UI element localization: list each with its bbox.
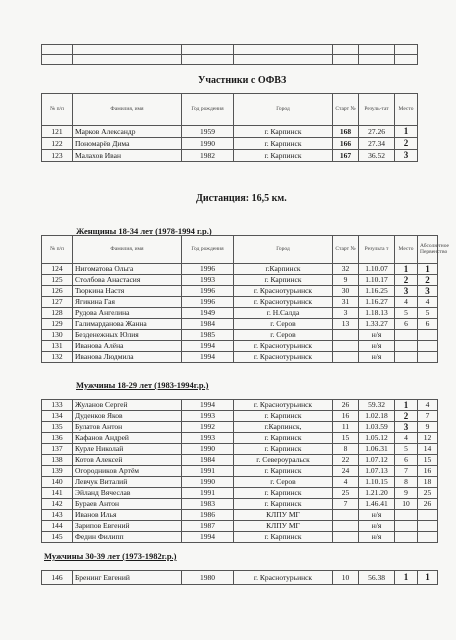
table-cell: 129 <box>42 319 73 330</box>
column-header: Фамилия, имя <box>73 94 182 126</box>
table-cell: г. Краснотурьинск <box>234 341 333 352</box>
table-cell: 133 <box>42 400 73 411</box>
distance-heading: Дистанция: 16,5 км. <box>196 193 287 204</box>
women-group-heading: Женщины 18-34 лет (1978-1994 г.р.) <box>76 226 212 236</box>
column-header: № п/п <box>42 94 73 126</box>
table-cell: н/я <box>359 510 395 521</box>
table-cell: 25 <box>418 488 438 499</box>
table-cell: 1.16.27 <box>359 297 395 308</box>
table-row <box>42 532 438 543</box>
table-cell: Столбова Анастасия <box>73 275 182 286</box>
table-cell: 16 <box>418 466 438 477</box>
table-cell: 1.10.17 <box>359 275 395 286</box>
table-cell: 1992 <box>182 422 234 433</box>
column-header: Год рождения <box>182 236 234 264</box>
column-header: Место <box>395 94 418 126</box>
table-cell: 16 <box>333 411 359 422</box>
table-cell: 145 <box>42 532 73 543</box>
table-row <box>42 341 438 352</box>
table-cell: г. Н.Салда <box>234 308 333 319</box>
column-header: Место <box>395 236 418 264</box>
table-cell: 30 <box>333 286 359 297</box>
table-cell: 6 <box>395 455 418 466</box>
table-cell: Марков Александр <box>73 126 182 138</box>
men3039-table <box>41 570 438 585</box>
table-cell: КЛПУ МГ <box>234 510 333 521</box>
table-cell: 1993 <box>182 433 234 444</box>
table-cell: 1.10.07 <box>359 264 395 275</box>
table-cell: 9 <box>395 488 418 499</box>
table-cell: г. Карпинск <box>234 411 333 422</box>
table-row <box>42 477 438 488</box>
table-cell: Безденежных Юлия <box>73 330 182 341</box>
table-cell: 1.02.18 <box>359 411 395 422</box>
table-cell: 1984 <box>182 455 234 466</box>
table-cell: 132 <box>42 352 73 363</box>
table-cell: 1994 <box>182 532 234 543</box>
table-row <box>42 126 418 138</box>
table-cell <box>359 55 395 65</box>
column-header: Старт № <box>333 236 359 264</box>
table-row <box>42 275 438 286</box>
table-row <box>42 319 438 330</box>
table-cell: г. Карпинск <box>234 466 333 477</box>
table-cell: 1 <box>418 571 438 585</box>
table-cell: Малахов Иван <box>73 150 182 162</box>
women-table <box>41 235 449 363</box>
table-cell <box>395 510 418 521</box>
table-cell: 9 <box>418 422 438 433</box>
table-cell: 1.07.12 <box>359 455 395 466</box>
table-cell: 1959 <box>182 126 234 138</box>
table-cell: Огородников Артём <box>73 466 182 477</box>
table-cell: г. Краснотурьинск <box>234 297 333 308</box>
table-row <box>42 297 438 308</box>
table-cell: 1.18.13 <box>359 308 395 319</box>
table-cell <box>395 341 418 352</box>
table-row <box>42 55 418 65</box>
table-cell: 128 <box>42 308 73 319</box>
table-cell: 27.34 <box>359 138 395 150</box>
table-cell: Иванова Алёна <box>73 341 182 352</box>
table-cell: 125 <box>42 275 73 286</box>
table-cell: 1 <box>395 571 418 585</box>
table-cell: г. Краснотурьинск <box>234 286 333 297</box>
table-cell: 1949 <box>182 308 234 319</box>
table-cell: 1996 <box>182 264 234 275</box>
table-cell: 12 <box>418 433 438 444</box>
table-cell: 1.21.20 <box>359 488 395 499</box>
table-cell: 9 <box>333 275 359 286</box>
table-cell: Нигоматова Ольга <box>73 264 182 275</box>
column-header: Старт № <box>333 94 359 126</box>
table-row <box>42 330 438 341</box>
table-cell: н/я <box>359 521 395 532</box>
table-cell: 124 <box>42 264 73 275</box>
table-cell: 8 <box>333 444 359 455</box>
table-cell: 5 <box>418 308 438 319</box>
table-cell <box>359 45 395 55</box>
table-cell: 6 <box>418 319 438 330</box>
table-row <box>42 352 438 363</box>
table-cell: 22 <box>333 455 359 466</box>
table-cell: 4 <box>418 297 438 308</box>
table-cell: 137 <box>42 444 73 455</box>
table-row <box>42 45 418 55</box>
table-cell: 15 <box>333 433 359 444</box>
table-cell <box>182 45 234 55</box>
table-row <box>42 433 438 444</box>
table-cell: Дуденков Яков <box>73 411 182 422</box>
table-cell: г.Карпинск <box>234 264 333 275</box>
table-cell: Курле Николай <box>73 444 182 455</box>
table-cell <box>234 45 333 55</box>
top-stub-table <box>41 44 418 65</box>
table-cell: 3 <box>333 308 359 319</box>
table-cell: Рудова Ангелина <box>73 308 182 319</box>
table-cell: Тюркина Настя <box>73 286 182 297</box>
table-cell <box>234 55 333 65</box>
table-row <box>42 510 438 521</box>
table-cell: 3 <box>418 286 438 297</box>
table-cell: 1.06.31 <box>359 444 395 455</box>
table-cell: н/я <box>359 352 395 363</box>
table-cell: 1991 <box>182 488 234 499</box>
table-cell: 1994 <box>182 400 234 411</box>
table-cell: Иванов Илья <box>73 510 182 521</box>
table-cell: 122 <box>42 138 73 150</box>
table-cell: н/я <box>359 341 395 352</box>
table-row <box>42 499 438 510</box>
table-row <box>42 150 418 162</box>
table-cell <box>333 521 359 532</box>
table-cell: 143 <box>42 510 73 521</box>
table-cell: 1.10.15 <box>359 477 395 488</box>
table-row <box>42 521 438 532</box>
table-cell: г. Карпинск <box>234 444 333 455</box>
table-cell: 2 <box>395 411 418 422</box>
column-header: Резуль-тат <box>359 94 395 126</box>
column-header: Год рождения <box>182 94 234 126</box>
table-cell <box>418 532 438 543</box>
table-cell: 3 <box>395 422 418 433</box>
table-cell: 1996 <box>182 297 234 308</box>
table-cell: 1994 <box>182 341 234 352</box>
table-cell: 1984 <box>182 319 234 330</box>
table-cell <box>333 352 359 363</box>
table-cell <box>333 55 359 65</box>
table-cell: 27.26 <box>359 126 395 138</box>
table-cell: 1986 <box>182 510 234 521</box>
table-row <box>42 138 418 150</box>
ofvz-table <box>41 93 418 162</box>
column-header: № п/п <box>42 236 73 264</box>
table-cell: г. Карпинск <box>234 126 333 138</box>
table-cell: 127 <box>42 297 73 308</box>
table-cell: Котов Алексей <box>73 455 182 466</box>
table-cell: 1990 <box>182 444 234 455</box>
column-header: Город <box>234 236 333 264</box>
table-cell: 1983 <box>182 499 234 510</box>
table-cell: 1980 <box>182 571 234 585</box>
table-cell: Булатов Антон <box>73 422 182 433</box>
table-cell: 1982 <box>182 150 234 162</box>
table-cell: 121 <box>42 126 73 138</box>
table-cell <box>42 55 73 65</box>
table-cell: 167 <box>333 150 359 162</box>
table-cell: Левчук Виталий <box>73 477 182 488</box>
table-cell <box>333 532 359 543</box>
men3039-group-heading: Мужчины 30-39 лет (1973-1982г.р.) <box>44 551 177 561</box>
table-cell: Пономарёв Дима <box>73 138 182 150</box>
table-cell: г. Серов <box>234 319 333 330</box>
table-cell <box>333 330 359 341</box>
table-cell: 1 <box>395 264 418 275</box>
table-cell <box>333 45 359 55</box>
table-cell: 130 <box>42 330 73 341</box>
table-cell: г. Краснотурьинск <box>234 400 333 411</box>
table-cell <box>418 330 438 341</box>
table-cell <box>418 352 438 363</box>
table-cell <box>73 45 182 55</box>
table-cell: 5 <box>395 444 418 455</box>
table-cell: г. Серов <box>234 330 333 341</box>
table-cell: 2 <box>395 275 418 286</box>
table-cell <box>418 341 438 352</box>
table-cell: КЛПУ МГ <box>234 521 333 532</box>
table-cell <box>418 510 438 521</box>
table-cell: 146 <box>42 571 73 585</box>
table-cell: г.Карпинск, <box>234 422 333 433</box>
table-cell: 4 <box>395 297 418 308</box>
table-cell: Ягикина Гая <box>73 297 182 308</box>
header-row <box>42 236 438 264</box>
table-cell: Кафанов Андрей <box>73 433 182 444</box>
table-cell <box>73 55 182 65</box>
table-cell: 1987 <box>182 521 234 532</box>
table-row <box>42 264 438 275</box>
table-cell: 4 <box>333 477 359 488</box>
table-cell: 4 <box>418 400 438 411</box>
table-cell: 1 <box>395 400 418 411</box>
table-cell: 6 <box>395 319 418 330</box>
ofvz-heading: Участники с ОФВЗ <box>198 75 287 86</box>
table-cell: Эйланд Вячеслав <box>73 488 182 499</box>
table-cell: 14 <box>418 444 438 455</box>
table-row <box>42 488 438 499</box>
table-cell: 59.32 <box>359 400 395 411</box>
table-cell: г. Карпинск <box>234 433 333 444</box>
table-row <box>42 466 438 477</box>
table-cell: г. Карпинск <box>234 150 333 162</box>
column-header: Результа т <box>359 236 395 264</box>
table-cell: 26 <box>333 400 359 411</box>
table-cell: 1993 <box>182 411 234 422</box>
table-cell <box>333 510 359 521</box>
table-cell <box>395 532 418 543</box>
table-cell: г. Карпинск <box>234 488 333 499</box>
table-cell: 7 <box>418 411 438 422</box>
table-cell <box>395 352 418 363</box>
table-cell: Бураев Антон <box>73 499 182 510</box>
table-cell: 36.52 <box>359 150 395 162</box>
table-cell: г. Краснотурьинск <box>234 571 333 585</box>
table-cell: 24 <box>333 466 359 477</box>
table-cell: Зарипов Евгений <box>73 521 182 532</box>
table-cell: 166 <box>333 138 359 150</box>
table-cell: 1994 <box>182 352 234 363</box>
table-cell <box>418 521 438 532</box>
table-cell: 140 <box>42 477 73 488</box>
table-cell: Бренинг Евгений <box>73 571 182 585</box>
table-cell: 7 <box>395 466 418 477</box>
table-cell: 138 <box>42 455 73 466</box>
table-cell <box>42 45 73 55</box>
table-row <box>42 571 438 585</box>
table-cell: 1.16.25 <box>359 286 395 297</box>
table-cell: 25 <box>333 488 359 499</box>
table-cell: г. Североуральск <box>234 455 333 466</box>
table-row <box>42 444 438 455</box>
table-cell: 13 <box>333 319 359 330</box>
table-cell: 144 <box>42 521 73 532</box>
column-header: Фамилия, имя <box>73 236 182 264</box>
table-cell: 1990 <box>182 138 234 150</box>
table-cell: 142 <box>42 499 73 510</box>
table-cell: 4 <box>395 433 418 444</box>
table-row <box>42 422 438 433</box>
table-cell: 3 <box>395 286 418 297</box>
column-header: Абсолютное Первенство <box>418 236 438 264</box>
table-cell: Жуланов Сергей <box>73 400 182 411</box>
table-cell: н/я <box>359 330 395 341</box>
header-row <box>42 94 418 126</box>
table-cell: г. Серов <box>234 477 333 488</box>
table-cell <box>182 55 234 65</box>
table-cell: г. Карпинск <box>234 532 333 543</box>
table-cell: 15 <box>418 455 438 466</box>
table-row <box>42 455 438 466</box>
table-cell: 1993 <box>182 275 234 286</box>
table-cell: г. Карпинск <box>234 138 333 150</box>
table-cell: н/я <box>359 532 395 543</box>
table-row <box>42 286 438 297</box>
table-cell <box>395 45 418 55</box>
table-cell: г. Карпинск <box>234 275 333 286</box>
table-cell: 5 <box>395 308 418 319</box>
table-cell: 2 <box>418 275 438 286</box>
table-cell: г. Краснотурьинск <box>234 352 333 363</box>
table-cell: 11 <box>333 422 359 433</box>
table-cell: 1 <box>395 126 418 138</box>
table-cell: 10 <box>395 499 418 510</box>
table-cell: 141 <box>42 488 73 499</box>
men1829-group-heading: Мужчины 18-29 лет (1983-1994г.р.) <box>76 380 209 390</box>
table-cell: 2 <box>395 138 418 150</box>
table-cell: 1.33.27 <box>359 319 395 330</box>
table-row <box>42 308 438 319</box>
table-cell: 1 <box>418 264 438 275</box>
table-cell: 32 <box>333 264 359 275</box>
table-cell: 3 <box>395 150 418 162</box>
table-cell <box>395 55 418 65</box>
table-cell: 139 <box>42 466 73 477</box>
table-cell: 168 <box>333 126 359 138</box>
table-cell: 1.05.12 <box>359 433 395 444</box>
column-header: Город <box>234 94 333 126</box>
table-cell: 1.07.13 <box>359 466 395 477</box>
table-cell <box>333 341 359 352</box>
table-cell: г. Карпинск <box>234 499 333 510</box>
table-cell: 1996 <box>182 286 234 297</box>
table-cell: 126 <box>42 286 73 297</box>
men1829-table <box>41 399 438 543</box>
table-cell: Федин Филипп <box>73 532 182 543</box>
table-row <box>42 411 438 422</box>
table-cell: 26 <box>418 499 438 510</box>
table-cell: 56.38 <box>359 571 395 585</box>
table-cell: 1.46.41 <box>359 499 395 510</box>
table-cell: 1985 <box>182 330 234 341</box>
table-cell: 1991 <box>182 466 234 477</box>
table-cell: 7 <box>333 499 359 510</box>
table-cell <box>395 521 418 532</box>
table-row <box>42 400 438 411</box>
table-cell: 1.03.59 <box>359 422 395 433</box>
table-cell: Иванова Людмила <box>73 352 182 363</box>
table-cell: 131 <box>42 341 73 352</box>
table-cell <box>395 330 418 341</box>
table-cell: 135 <box>42 422 73 433</box>
table-cell: 18 <box>418 477 438 488</box>
table-cell: 123 <box>42 150 73 162</box>
table-cell: 10 <box>333 571 359 585</box>
table-cell: 134 <box>42 411 73 422</box>
table-cell: 136 <box>42 433 73 444</box>
table-cell: 8 <box>395 477 418 488</box>
table-cell: 31 <box>333 297 359 308</box>
table-cell: Галимарданова Жанна <box>73 319 182 330</box>
table-cell: 1990 <box>182 477 234 488</box>
